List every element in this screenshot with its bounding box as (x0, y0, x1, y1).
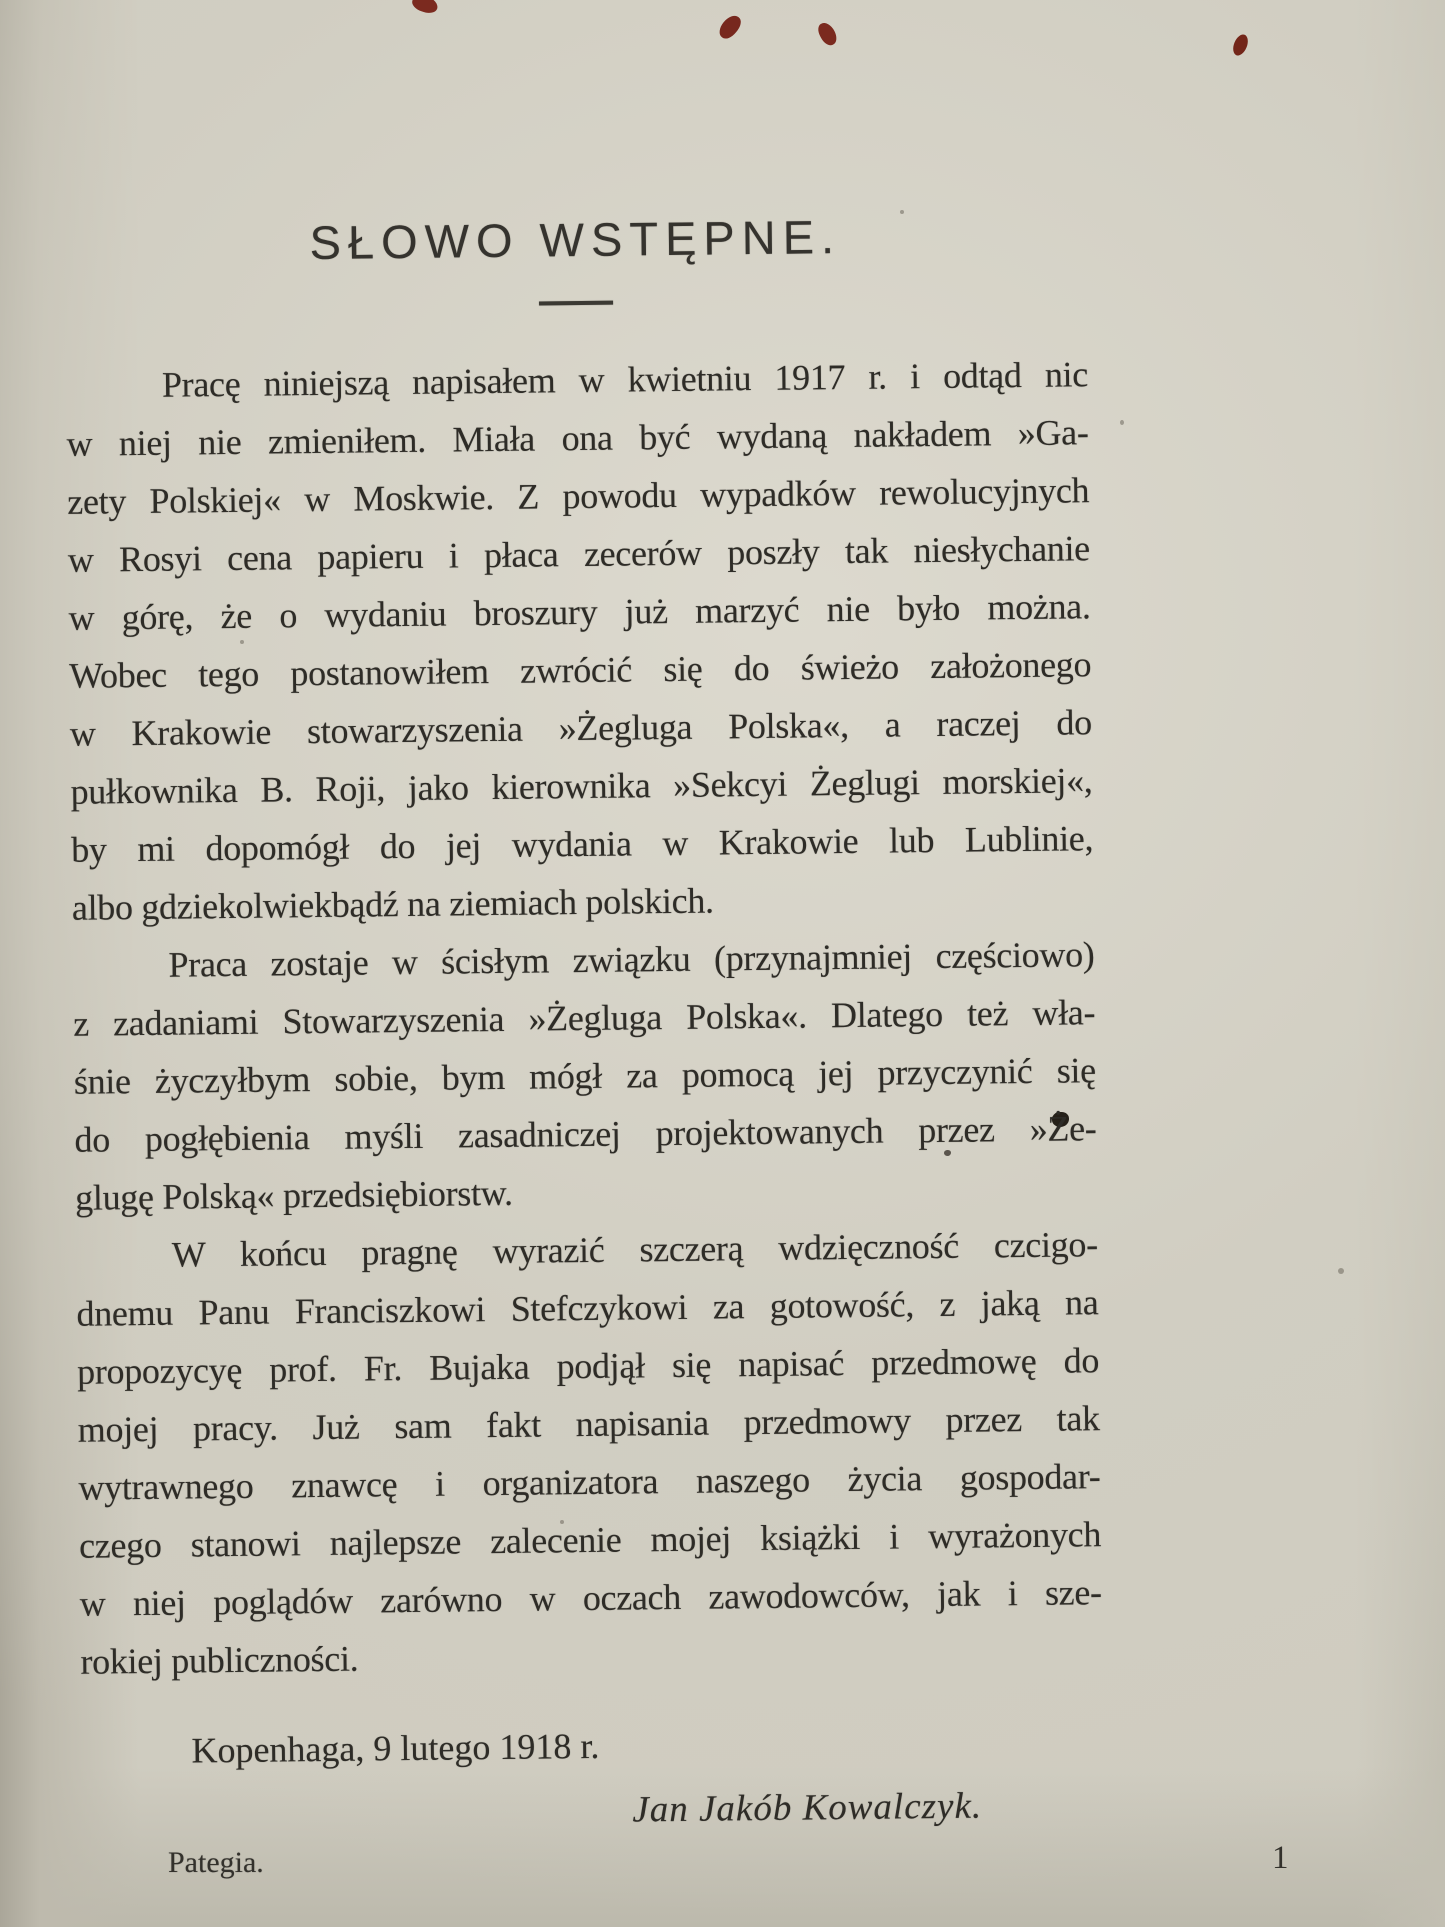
text-line: glugę Polską« przedsiębiorstw. (74, 1172, 513, 1218)
text-line: Praca zostaje w ścisłym związku (przynajmniej częściowo) (168, 934, 1095, 985)
paper-speck (1338, 1268, 1344, 1274)
paper-speck (1120, 420, 1124, 425)
author-signature: Jan Jakób Kowalczyk. (632, 1785, 983, 1831)
paragraph (66, 345, 1095, 937)
text-line: albo gdziekolwiekbądź na ziemiach polskich. (71, 880, 714, 928)
text-line: do pogłębienia myśli zasadniczej projektowanych przez »Że- (74, 1108, 1097, 1160)
page-text-block (62, 0, 1105, 1838)
text-line: pułkownika B. Roji, jako kierownika »Sekcyi Żeglugi morskiej«, (70, 760, 1093, 812)
text-line: by mi dopomógł do jej wydania w Krakowie lub Lublinie, (70, 818, 1094, 870)
text-line: zety Polskiej« w Moskwie. Z powodu wypadków rewolucyjnych (67, 470, 1090, 522)
text-line: rokiej publiczności. (80, 1638, 359, 1682)
text-line: śnie życzyłbym sobie, bym mógł za pomocą jej przyczynić się (73, 1050, 1097, 1102)
paragraph (75, 1215, 1102, 1691)
body-paragraphs (66, 345, 1103, 1691)
text-line: W końcu pragnę wyrazić szczerą wdzięczność czcigo- (171, 1224, 1098, 1275)
text-line: z zadaniami Stowarzyszenia »Żegluga Polska«. Dlatego też wła- (72, 992, 1096, 1044)
text-line: wytrawnego znawcę i organizatora naszego życia gospodar- (78, 1456, 1101, 1508)
text-line: Pracę niniejszą napisałem w kwietniu 1917 r. i odtąd nic (161, 354, 1089, 405)
red-stain (1230, 32, 1250, 57)
dateline: Kopenhaga, 9 lutego 1918 r. (191, 1725, 600, 1771)
text-line: dnemu Panu Franciszkowi Stefczykowi za gotowość, z jaką na (76, 1282, 1099, 1334)
text-line: propozycyę prof. Fr. Bujaka podjął się napisać przedmowę do (76, 1340, 1100, 1392)
paragraph (72, 925, 1097, 1227)
text-line: w Krakowie stowarzyszenia »Żegluga Polska«, a raczej do (69, 702, 1093, 754)
footer-catchword: Pategia. (168, 1846, 264, 1879)
text-line: w niej poglądów zarówno w oczach zawodowców, jak i sze- (79, 1572, 1102, 1624)
text-line: Wobec tego postanowiłem zwrócić się do świeżo założonego (69, 644, 1092, 696)
title-divider-rule (539, 301, 613, 306)
text-line: czego stanowi najlepsze zalecenie mojej książki i wyrażonych (78, 1514, 1102, 1566)
text-line: mojej pracy. Już sam fakt napisania przedmowy przez tak (77, 1398, 1100, 1450)
text-line: w Rosyi cena papieru i płaca zecerów poszły tak niesłychanie (67, 528, 1091, 580)
page-number: 1 (1272, 1840, 1289, 1876)
text-line: w niej nie zmieniłem. Miała ona być wydaną nakładem »Ga- (66, 412, 1089, 464)
text-line: w górę, że o wydaniu broszury już marzyć nie było można. (68, 586, 1091, 638)
section-title: SŁOWO WSTĘPNE. (309, 210, 842, 270)
